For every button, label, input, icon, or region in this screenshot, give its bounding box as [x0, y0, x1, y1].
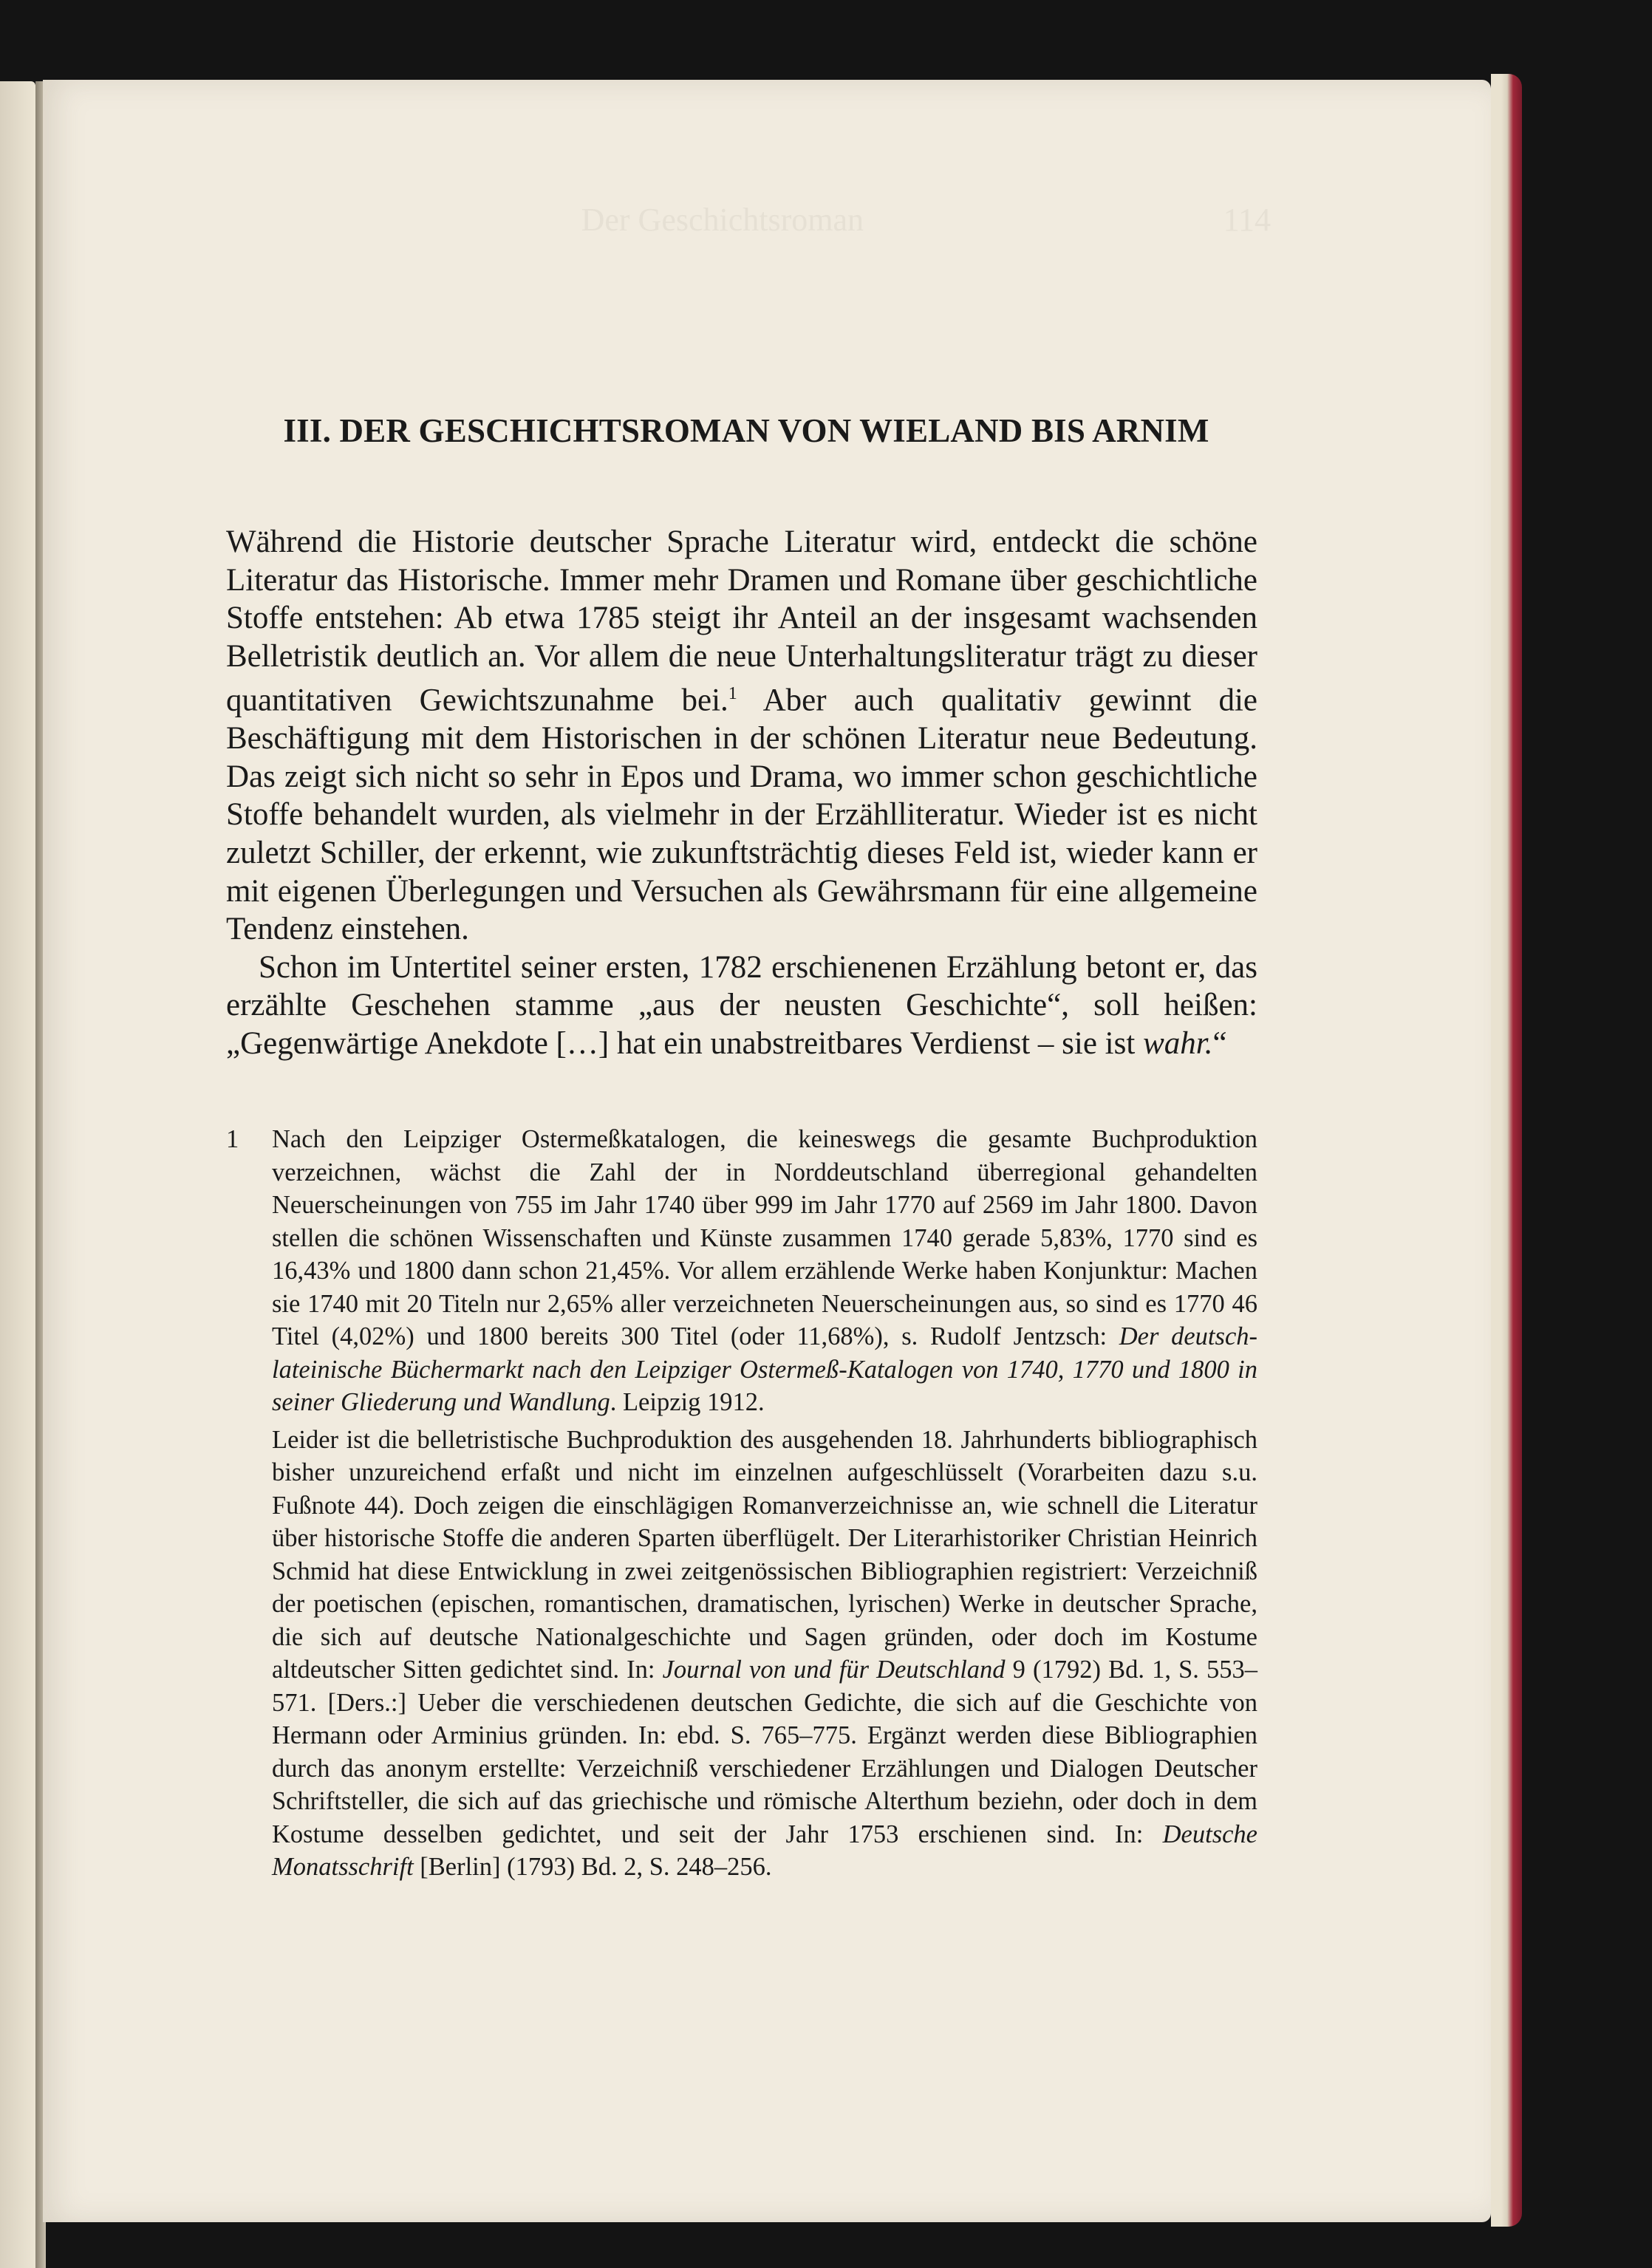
footnote-body — [272, 1123, 1257, 1884]
footnote-number: 1 — [226, 1125, 239, 1153]
book-cover-edge — [1491, 74, 1522, 2227]
ghost-running-head: Der Geschichtsroman 114 — [581, 202, 1271, 238]
footnote-reference: 1 — [728, 684, 737, 704]
paragraph-2: Schon im Untertitel seiner ersten, 1782 erschienenen Erzählung betont er, das erzählte Geschehen stamme „aus der neusten Geschichte“, soll heißen: „Gegenwärtige Anekdote […] hat ein unabstreitbares Verdienst – sie ist wahr.“ — [226, 949, 1257, 1062]
footnote-paragraph-1: Nach den Leipziger Ostermeßkatalogen, die keineswegs die gesamte Buchproduktion verzeichnen, wächst die Zahl der in Norddeutschland überregional gehandelten Neuerscheinungen von 755 im Jahr 1740 über 999 im Jahr 1770 auf 2569 im Jahr 1800. Davon stellen die schönen Wissenschaften und Künste zusammen 1740 gerade 5,83%, 1770 sind es 16,43% und 1800 dann schon 21,45%. Vor allem erzählende Werke haben Konjunktur: Machen sie 1740 mit 20 Titeln nur 2,65% aller verzeichneten Neuerscheinungen aus, so sind es 1770 46 Titel (4,02%) und 1800 bereits 300 Titel (oder 11,68%), s. Rudolf Jentzsch: Der deutsch-lateinische Büchermarkt nach den Leipziger Ostermeß-Katalogen von 1740, 1770 und 1800 in seiner Gliederung und Wandlung. Leipzig 1912. — [272, 1125, 1257, 1416]
main-text — [226, 523, 1257, 1063]
show-through-text — [222, 199, 1271, 263]
left-page-edge — [0, 81, 35, 2268]
paragraph-1: Während die Historie deutscher Sprache Literatur wird, entdeckt die schöne Literatur das Historische. Immer mehr Dramen und Romane über geschichtliche Stoffe entstehen: Ab etwa 1785 steigt ihr Anteil an der insgesamt wachsenden Belletristik deutlich an. Vor allem die neue Unterhaltungsliteratur trägt zu dieser quantitativen Gewichtszunahme bei.$^1$ Aber auch qualitativ gewinnt die Beschäftigung mit dem Historischen in der schönen Literatur neue Bedeutung. Das zeigt sich nicht so sehr in Epos und Drama, wo immer schon geschichtliche Stoffe behandelt wurden, als vielmehr in der Erzählliteratur. Wieder ist es nicht zuletzt Schiller, der erkennt, wie zukunftsträchtig dieses Feld ist, wieder kann er mit eigenen Überlegungen und Versuchen als Gewährsmann für eine allgemeine Tendenz einstehen. — [226, 525, 1257, 947]
footnote — [226, 1123, 1257, 1884]
footnote-paragraph-2: Leider ist die belletristische Buchproduktion des ausgehenden 18. Jahrhunderts bibliographisch bisher unzureichend erfaßt und nicht im einzelnen aufgeschlüsselt (Vorarbeiten dazu s.u. Fußnote 44). Doch zeigen die einschlägigen Romanverzeichnisse an, wie schnell die Literatur über historische Stoffe die anderen Sparten überflügelt. Der Literarhistoriker Christian Heinrich Schmid hat diese Entwicklung in zwei zeitgenössischen Bibliographien registriert: Verzeichniß der poetischen (epischen, romantischen, dramatischen, lyrischen) Werke in deutscher Sprache, die sich auf deutsche Nationalgeschichte und Sagen gründen, oder doch im Kostume altdeutscher Sitten gedichtet sind. In: Journal von und für Deutschland 9 (1792) Bd. 1, S. 553–571. [Ders.:] Ueber die verschiedenen deutschen Gedichte, die sich auf die Geschichte von Hermann oder Arminius gründen. In: ebd. S. 765–775. Ergänzt werden diese Bibliographien durch das anonym erstellte: Verzeichniß verschiedener Erzählungen und Dialogen Deutscher Schriftsteller, die sich auf das griechische und römische Alterthum beziehn, oder doch in dem Kostume desselben gedichtet, und seit der Jahr 1753 erschienen sind. In: Deutsche Monatsschrift [Berlin] (1793) Bd. 2, S. 248–256. — [272, 1425, 1257, 1881]
chapter-heading: III. DER GESCHICHTSROMAN VON WIELAND BIS ARNIM — [283, 412, 1209, 449]
